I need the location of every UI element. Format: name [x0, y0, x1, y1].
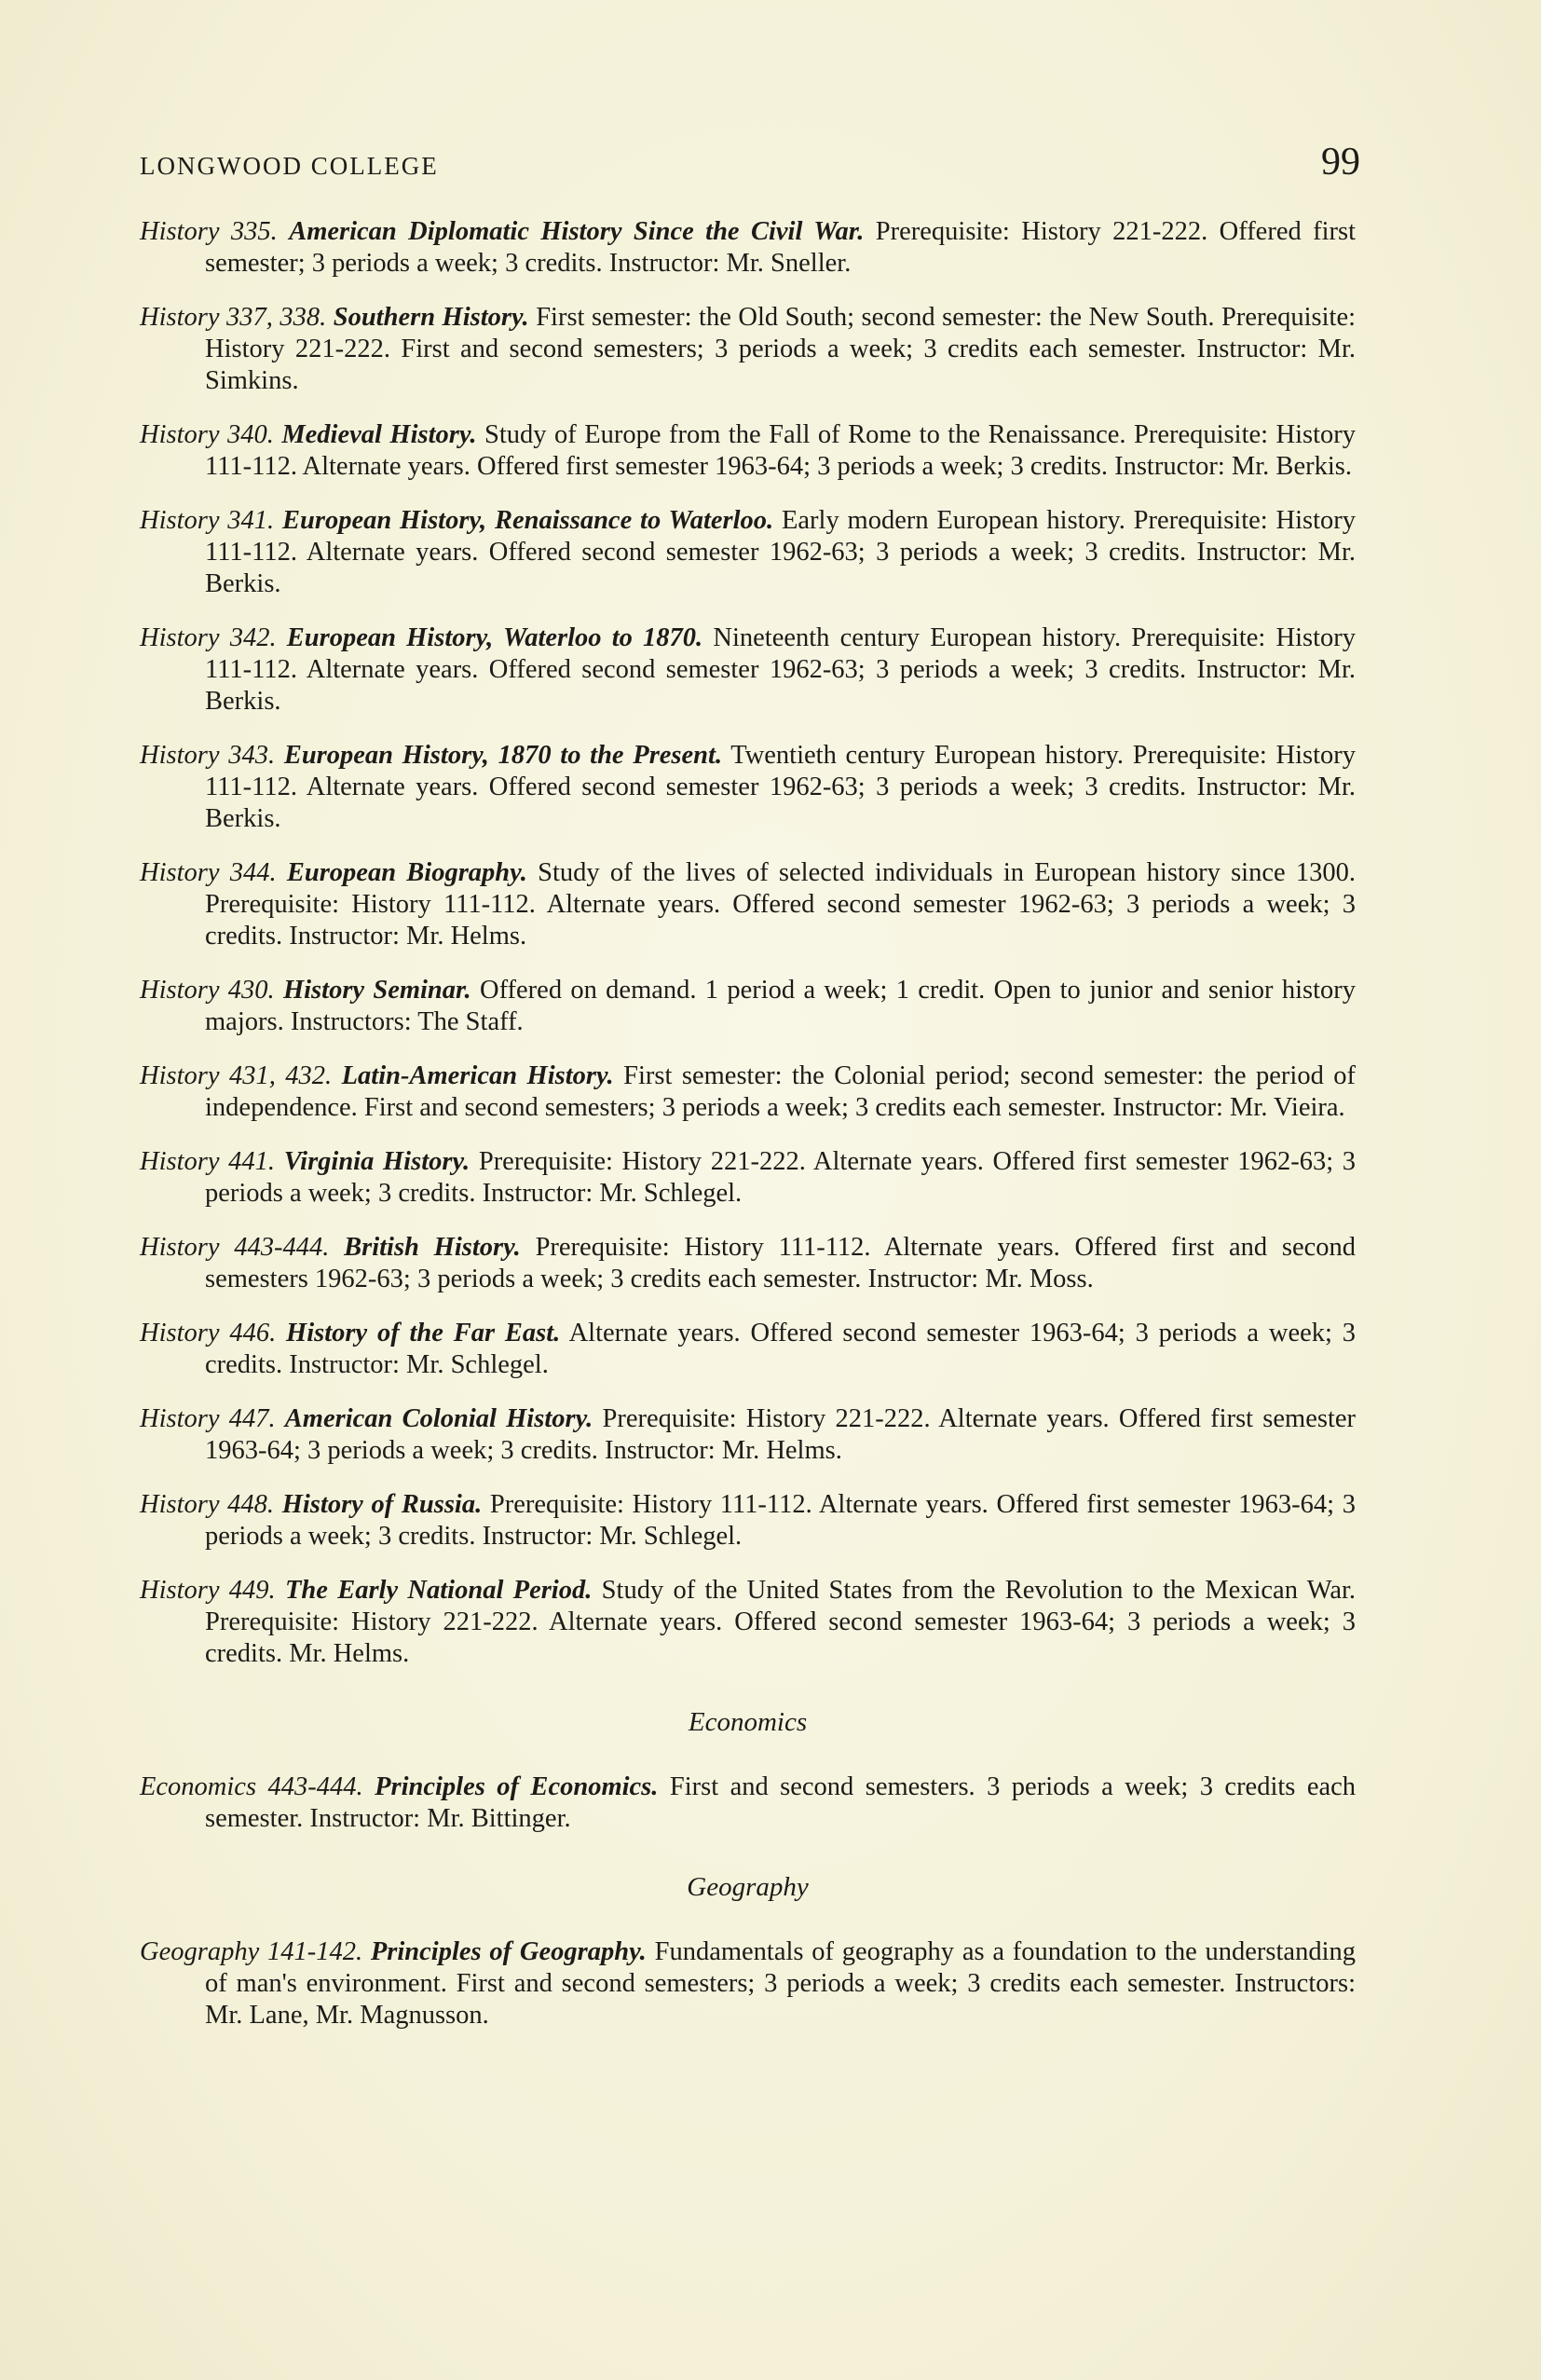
course-entry	[140, 1146, 1356, 1210]
course-entry	[140, 1575, 1356, 1670]
course-description: Twentieth century European history. Prerequisite: History 111-112. Alternate years. Offered second semester 1962-63; 3 periods a week; 3 credits. Instructor: Mr. Berkis.	[205, 741, 1357, 833]
course-listings	[140, 216, 1356, 2054]
course-title: Virginia History.	[283, 1147, 470, 1176]
course-description: Prerequisite: History 111-112. Alternate years. Offered first semester 1963-64; 3 periods a week; 3 credits. Instructor: Mr. Schlegel.	[205, 1490, 1357, 1551]
course-number: History 340.	[140, 420, 274, 449]
course-description: Prerequisite: History 111-112. Alternate years. Offered first and second semesters 1962-63; 3 periods a week; 3 credits each semester. Instructor: Mr. Moss.	[205, 1233, 1356, 1293]
course-title: European History, Renaissance to Waterloo.	[282, 506, 774, 535]
course-entry	[140, 302, 1356, 397]
course-entry	[140, 622, 1356, 718]
course-title: European Biography.	[286, 858, 527, 887]
course-description: Prerequisite: History 221-222. Alternate years. Offered first semester 1962-63; 3 periods a week; 3 credits. Instructor: Mr. Schlegel.	[205, 1147, 1357, 1208]
course-title: Latin-American History.	[341, 1061, 614, 1090]
course-description: First and second semesters. 3 periods a week; 3 credits each semester. Instructor: Mr. Bittinger.	[205, 1772, 1357, 1833]
course-title: The Early National Period.	[285, 1576, 593, 1605]
course-number: Economics 443-444.	[140, 1772, 363, 1801]
course-title: History of the Far East.	[286, 1319, 561, 1347]
geography-heading: Geography	[687, 1872, 809, 1902]
course-title: Southern History.	[333, 303, 529, 332]
course-entry	[140, 1318, 1356, 1381]
course-entry	[140, 1489, 1356, 1552]
course-entry	[140, 975, 1356, 1038]
course-entry	[140, 740, 1356, 835]
course-entry	[140, 1936, 1356, 2031]
course-description: Alternate years. Offered second semester 1963-64; 3 periods a week; 3 credits. Instructor: Mr. Schlegel.	[205, 1319, 1356, 1379]
history-course-list	[140, 216, 1356, 1670]
running-head: LONGWOOD COLLEGE	[140, 152, 439, 180]
course-number: History 343.	[140, 741, 276, 770]
course-title: European History, Waterloo to 1870.	[286, 623, 703, 652]
course-entry	[140, 1403, 1356, 1467]
course-title: History Seminar.	[282, 976, 471, 1005]
course-title: British History.	[344, 1233, 521, 1262]
course-entry	[140, 505, 1356, 600]
course-number: History 446.	[140, 1319, 277, 1347]
course-description: Study of Europe from the Fall of Rome to the Renaissance. Prerequisite: History 111-112. Alternate years. Offered first semester 1963-64; 3 periods a week; 3 credits. Instructor: Mr. Berkis.	[205, 420, 1357, 481]
course-number: History 449.	[140, 1576, 276, 1605]
course-title: Principles of Geography.	[370, 1937, 647, 1966]
course-description: Prerequisite: History 221-222. Alternate years. Offered first semester 1963-64; 3 periods a week; 3 credits. Instructor: Mr. Helms.	[205, 1404, 1356, 1465]
geography-course-list	[140, 1936, 1356, 2031]
course-number: History 337, 338.	[140, 303, 327, 332]
course-description: Nineteenth century European history. Prerequisite: History 111-112. Alternate years. Offered second semester 1962-63; 3 periods a week; 3 credits. Instructor: Mr. Berkis.	[205, 623, 1356, 716]
economics-course-list	[140, 1771, 1356, 1835]
course-entry	[140, 1060, 1356, 1124]
course-number: Geography 141-142.	[140, 1937, 363, 1966]
course-title: Medieval History.	[281, 420, 477, 449]
course-entry	[140, 857, 1356, 952]
course-number: History 431, 432.	[140, 1061, 333, 1090]
course-number: History 335.	[140, 217, 278, 246]
course-title: American Colonial History.	[284, 1404, 593, 1433]
course-number: History 344.	[140, 858, 277, 887]
course-description: First semester: the Colonial period; second semester: the period of independence. First and second semesters; 3 periods a week; 3 credits each semester. Instructor: Mr. Vieira.	[205, 1061, 1357, 1122]
course-entry	[140, 216, 1356, 280]
course-number: History 441.	[140, 1147, 276, 1176]
course-number: History 342.	[140, 623, 277, 652]
course-number: History 341.	[140, 506, 275, 535]
course-description: Early modern European history. Prerequisite: History 111-112. Alternate years. Offered second semester 1962-63; 3 periods a week; 3 credits. Instructor: Mr. Berkis.	[205, 506, 1357, 598]
course-number: History 443-444.	[140, 1233, 330, 1262]
course-entry	[140, 1232, 1356, 1295]
course-title: American Diplomatic History Since the Civil War.	[289, 217, 865, 246]
course-number: History 448.	[140, 1490, 275, 1519]
course-description: Prerequisite: History 221-222. Offered first semester; 3 periods a week; 3 credits. Instructor: Mr. Sneller.	[205, 217, 1357, 278]
course-title: European History, 1870 to the Present.	[283, 741, 723, 770]
economics-heading: Economics	[688, 1707, 808, 1737]
course-description: Study of the United States from the Revolution to the Mexican War. Prerequisite: History 221-222. Alternate years. Offered second semester 1963-64; 3 periods a week; 3 credits. Mr. Helms.	[205, 1576, 1357, 1668]
course-description: Study of the lives of selected individuals in European history since 1300. Prerequisite: History 111-112. Alternate years. Offered second semester 1962-63; 3 periods a week; 3 credits. Instructor: Mr. Helms.	[205, 858, 1356, 951]
course-description: Fundamentals of geography as a foundation to the understanding of man's environment. First and second semesters; 3 periods a week; 3 credits each semester. Instructors: Mr. Lane, Mr. Magnusson.	[205, 1937, 1357, 2030]
course-title: History of Russia.	[281, 1490, 483, 1519]
course-number: History 447.	[140, 1404, 276, 1433]
course-entry	[140, 1771, 1356, 1835]
course-entry	[140, 419, 1356, 483]
page-header	[140, 140, 1360, 185]
course-number: History 430.	[140, 976, 275, 1005]
course-description: First semester: the Old South; second semester: the New South. Prerequisite: History 221-222. First and second semesters; 3 periods a week; 3 credits each semester. Instructor: Mr. Simkins.	[205, 303, 1357, 395]
page-number: 99	[1321, 141, 1360, 184]
course-description: Offered on demand. 1 period a week; 1 credit. Open to junior and senior history majors. Instructors: The Staff.	[205, 976, 1357, 1036]
course-title: Principles of Economics.	[375, 1772, 659, 1801]
